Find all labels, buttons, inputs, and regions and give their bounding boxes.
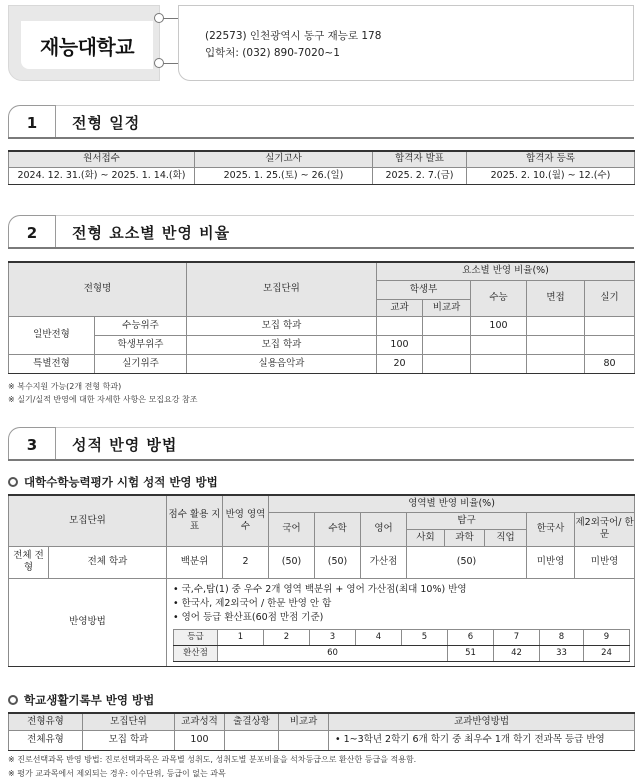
ratio-gyogwa: 20 [377,354,423,373]
record-header: 출결상황 [225,713,279,730]
record-value: 전체유형 [9,730,83,750]
csat-heading-text: 대학수학능력평가 시험 성적 반영 방법 [24,475,218,489]
csat-method-line: • 국,수,탐(1) 중 우수 2개 영역 백분위 + 영어 가산점(최대 10%) 반영 [173,583,467,595]
record-header: 전형유형 [9,713,83,730]
ratio-practical [585,316,635,335]
section-3-header [8,427,634,461]
csat-row-english: 가산점 [361,546,407,578]
ratio-bigyogwa [423,335,471,354]
csat-header-science: 과학 [445,529,485,546]
ratio-type-general: 일반전형 [9,316,95,354]
ratio-note: ※ 실기/실적 반영에 대한 자세한 사항은 모집요강 참조 [8,395,198,404]
ratio-table [8,261,635,374]
section-number: 3 [8,427,56,461]
record-heading-text: 학교생활기록부 반영 방법 [24,693,155,707]
score-cell: 51 [448,645,494,661]
phone: 입학처: (032) 890-7020~1 [205,47,340,59]
record-note: ※ 진로선택과목 반영 방법: 진로선택과목은 과목별 성취도, 성취도별 분포비율을 석차등급으로 환산한 등급을 적용함. [8,755,417,764]
csat-method-line: • 한국사, 제2외국어 / 한문 반영 안 함 [173,597,332,609]
csat-row-count: 2 [223,546,269,578]
ratio-gyogwa: 100 [377,335,423,354]
csat-table [8,494,635,667]
ratio-interview [527,354,585,373]
section-2-header [8,215,634,249]
university-name-panel [21,21,153,69]
ratio-header-unit: 모집단위 [187,262,377,316]
grade-cell: 7 [494,629,540,645]
ratio-unit: 모집 학과 [187,316,377,335]
ratio-suneung [471,335,527,354]
schedule-value: 2024. 12. 31.(화) ~ 2025. 1. 14.(화) [9,167,195,184]
ratio-header-suneung: 수능 [471,280,527,316]
record-value: 100 [175,730,225,750]
csat-row-index: 백분위 [167,546,223,578]
schedule-header: 합격자 등록 [467,151,635,167]
ratio-unit: 실용음악과 [187,354,377,373]
ratio-suneung: 100 [471,316,527,335]
csat-row-history: 미반영 [527,546,575,578]
csat-header-foreign: 제2외국어/ 한문 [575,512,635,546]
schedule-value: 2025. 2. 7.(금) [373,167,467,184]
score-cell: 42 [494,645,540,661]
grade-cell: 2 [264,629,310,645]
ratio-header-interview: 면접 [527,280,585,316]
section-number: 1 [8,105,56,139]
csat-header-job: 직업 [485,529,527,546]
record-method: • 1~3학년 2학기 6개 학기 중 최우수 1개 학기 전과목 등급 반영 [329,730,635,750]
record-note: ※ 평가 교과목에서 제외되는 경우: 이수단위, 등급이 없는 과목 [8,769,226,778]
address: (22573) 인천광역시 동구 재능로 178 [205,30,382,42]
ratio-interview [527,316,585,335]
ratio-header-bigyogwa: 비교과 [423,299,471,316]
csat-header-count: 반영 영역수 [223,495,269,546]
csat-method-content [167,578,635,666]
binder-ring-bottom [154,58,164,68]
record-table [8,712,635,751]
csat-header-english: 영어 [361,512,407,546]
ratio-header-practical: 실기 [585,280,635,316]
ratio-subtype: 수능위주 [95,316,187,335]
score-cell: 60 [218,645,448,661]
score-cell: 24 [584,645,630,661]
csat-method-line: • 영어 등급 환산표(60점 만점 기준) [173,611,324,623]
ratio-header-type: 전형명 [9,262,187,316]
ratio-gyogwa [377,316,423,335]
record-value [279,730,329,750]
record-header: 비교과 [279,713,329,730]
section-title: 전형 요소별 반영 비율 [72,224,231,242]
ratio-suneung [471,354,527,373]
grade-cell: 3 [310,629,356,645]
ratio-header-school: 학생부 [377,280,471,299]
record-header: 교과반영방법 [329,713,635,730]
grade-label: 등급 [174,629,218,645]
csat-header-social: 사회 [407,529,445,546]
csat-header-history: 한국사 [527,512,575,546]
record-value [225,730,279,750]
schedule-value: 2025. 2. 10.(월) ~ 12.(수) [467,167,635,184]
grade-cell: 4 [356,629,402,645]
ratio-practical [585,335,635,354]
bullet-circle-icon [8,477,18,487]
record-header: 교과성적 [175,713,225,730]
grade-cell: 5 [402,629,448,645]
schedule-header: 합격자 발표 [373,151,467,167]
schedule-header: 원서접수 [9,151,195,167]
record-heading [8,692,154,708]
csat-row-label: 전체 전형 [9,546,49,578]
csat-header-ratio: 영역별 반영 비율(%) [269,495,635,512]
grade-cell: 9 [584,629,630,645]
csat-method-label: 반영방법 [9,578,167,666]
ratio-subtype: 학생부위주 [95,335,187,354]
ratio-note: ※ 복수지원 가능(2개 전형 학과) [8,382,122,391]
binder-ring-top [154,13,164,23]
record-header: 모집단위 [83,713,175,730]
csat-row-math: (50) [315,546,361,578]
contact-box [178,5,634,81]
grade-cell: 1 [218,629,264,645]
schedule-header: 실기고사 [195,151,373,167]
csat-header-math: 수학 [315,512,361,546]
score-cell: 33 [540,645,584,661]
score-label: 환산점 [174,645,218,661]
csat-heading [8,474,218,490]
csat-header-index: 점수 활용 지표 [167,495,223,546]
english-grade-table [173,629,630,662]
csat-header-inquiry: 탐구 [407,512,527,529]
section-title: 전형 일정 [72,114,141,132]
schedule-value: 2025. 1. 25.(토) ~ 26.(일) [195,167,373,184]
university-name: 재능대학교 [39,34,135,59]
csat-header-unit: 모집단위 [9,495,167,546]
csat-row-inquiry: (50) [407,546,527,578]
csat-header-korean: 국어 [269,512,315,546]
grade-cell: 8 [540,629,584,645]
section-1-header [8,105,634,139]
ratio-header-ratio: 요소별 반영 비율(%) [377,262,635,280]
ratio-unit: 모집 학과 [187,335,377,354]
grade-cell: 6 [448,629,494,645]
bullet-circle-icon [8,695,18,705]
ratio-practical: 80 [585,354,635,373]
csat-row-foreign: 미반영 [575,546,635,578]
csat-row-korean: (50) [269,546,315,578]
section-number: 2 [8,215,56,249]
record-value: 모집 학과 [83,730,175,750]
ratio-bigyogwa [423,354,471,373]
ratio-interview [527,335,585,354]
ratio-header-gyogwa: 교과 [377,299,423,316]
university-name-box [8,5,160,81]
section-title: 성적 반영 방법 [72,436,178,454]
schedule-table [8,150,635,185]
ratio-type-special: 특별전형 [9,354,95,373]
ratio-bigyogwa [423,316,471,335]
csat-row-unit: 전체 학과 [49,546,167,578]
ratio-subtype: 실기위주 [95,354,187,373]
